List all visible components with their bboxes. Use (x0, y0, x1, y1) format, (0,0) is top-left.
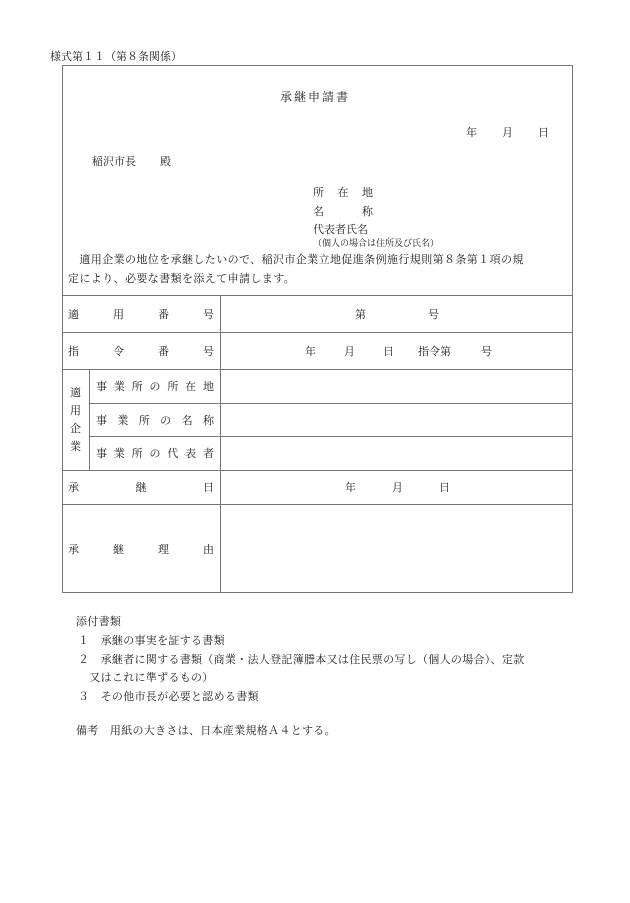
applicable-enterprise-label: 適 用 企 業 (70, 385, 81, 453)
date-year: 年 (466, 126, 477, 139)
date-day: 日 (538, 126, 549, 139)
attachment-item: ３ その他市長が必要と認める書類 (78, 690, 259, 703)
office-representative-label: 事 業 所 の 代 表 者 (96, 447, 214, 460)
attachment-item-continued: 又はこれに準ずるもの） (78, 671, 214, 684)
succession-reason-field[interactable] (221, 504, 573, 593)
body-text-line1: 適用企業の地位を承継したいので、稲沢市企業立地促進条例施行規則第８条第１項の規 (68, 253, 524, 266)
body-text-line2: 定により、必要な書類を添えて申請します。 (68, 272, 296, 285)
office-address-field[interactable] (221, 369, 573, 403)
representative-note: （個人の場合は住所及び氏名） (313, 239, 440, 249)
succession-date-label: 承 継 日 (68, 481, 214, 494)
succession-date-field[interactable]: 年 月 日 (345, 481, 450, 494)
attachment-item: １ 承継の事実を証する書類 (78, 634, 225, 647)
date-month: 月 (502, 126, 513, 139)
attachments-heading: 添付書類 (76, 615, 122, 628)
group-divider (89, 369, 90, 470)
office-name-field[interactable] (221, 403, 573, 436)
office-name-label: 事 業 所 の 名 称 (96, 413, 214, 427)
form-number: 様式第１１（第８条関係） (50, 50, 182, 63)
addressee-honorific: 殿 (160, 155, 171, 168)
directive-number-field[interactable]: 年 月 日 指令第 号 (305, 344, 492, 358)
form-title: 承継申請書 (279, 90, 350, 104)
succession-reason-label: 承 継 理 由 (68, 542, 214, 556)
applicant-name-label: 名 称 (313, 205, 373, 218)
addressee-name: 稲沢市長 (92, 155, 136, 168)
office-address-label: 事 業 所 の 所 在 地 (96, 380, 214, 393)
directive-number-label: 指 令 番 号 (68, 344, 214, 358)
applicant-address-label: 所 在 地 (313, 186, 373, 199)
representative-label: 代表者氏名 (313, 223, 368, 236)
attachment-item: ２ 承継者に関する書類（商業・法人登記簿謄本又は住民票の写し（個人の場合）、定款 (78, 653, 525, 666)
remarks: 備考 用紙の大きさは、日本産業規格Ａ４とする。 (76, 724, 336, 737)
office-representative-field[interactable] (221, 436, 573, 470)
application-number-field[interactable]: 第 号 (355, 307, 439, 321)
application-number-label: 適 用 番 号 (68, 307, 214, 321)
